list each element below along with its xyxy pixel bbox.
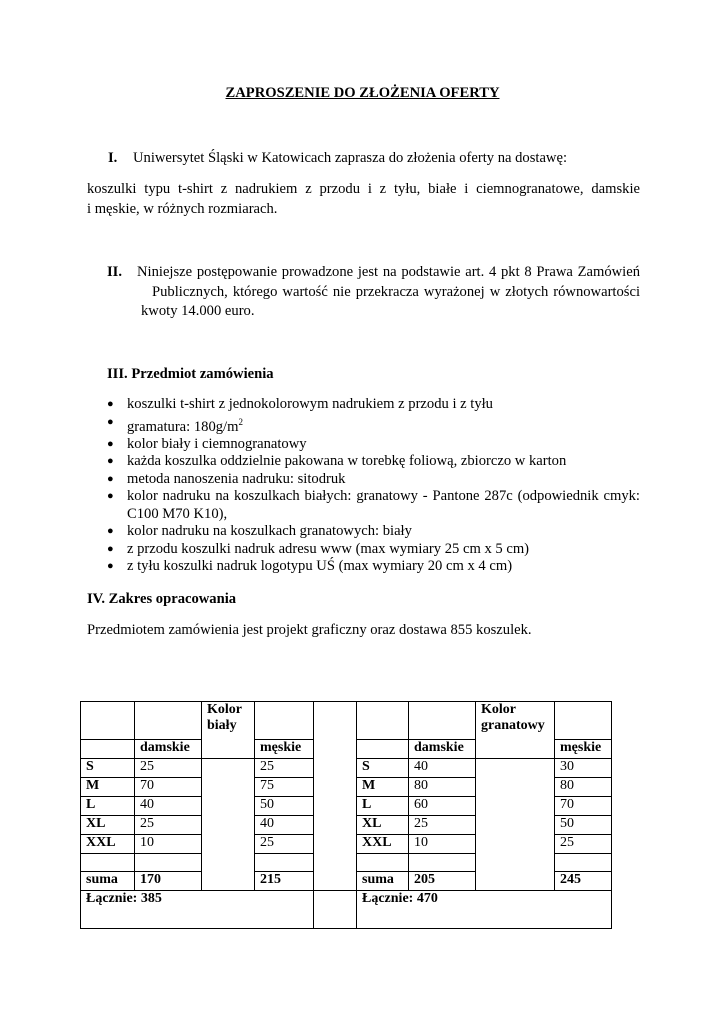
bullet-icon: ● (107, 542, 114, 555)
navy-total: Łącznie: 470 (357, 891, 612, 929)
white-total: Łącznie: 385 (81, 891, 314, 929)
section-2-number: II. (107, 264, 123, 280)
section-1-number: I. (108, 150, 118, 166)
bullet-icon: ● (107, 415, 114, 428)
white-sum-men: 215 (255, 872, 314, 891)
section-3-heading: III. Przedmiot zamówienia (107, 366, 274, 382)
list-item: ● kolor nadruku na koszulkach granatowych: biały (107, 523, 412, 540)
list-item: ● gramatura: $180g/m^2$ (107, 415, 243, 435)
navy-sum-label: suma (357, 872, 409, 891)
section-4-text: Przedmiotem zamówienia jest projekt graficzny oraz dostawa 855 koszulek. (87, 622, 532, 638)
section-1-desc-line-2: i męskie, w różnych rozmiarach. (87, 201, 278, 217)
table-row: L 40 50 L 60 70 (81, 797, 612, 816)
superscript: 2 (238, 416, 243, 427)
specification-list (107, 396, 640, 576)
section-4-heading: IV. Zakres opracowania (87, 591, 237, 607)
list-item: ● każda koszulka oddzielnie pakowana w torebkę foliową, zbiorczo w karton (107, 453, 567, 470)
list-item: ● koszulki t-shirt z jednokolorowym nadrukiem z przodu i z tyłu (107, 396, 493, 412)
section-2-line-1: Niniejsze postępowanie prowadzone jest na podstawie art. 4 pkt 8 Prawa Zamówień (137, 264, 640, 280)
list-item: ● z przodu koszulki nadruk adresu www (max wymiary 25 cm x 5 cm) (107, 540, 530, 557)
bullet-icon: ● (107, 472, 114, 485)
list-item: ● kolor biały i ciemnogranatowy (107, 435, 307, 452)
white-sum-women: 170 (135, 872, 202, 891)
section-1-desc-line-1: koszulki typu t-shirt z nadrukiem z przodu i z tyłu, białe i ciemnogranatowe, damskie (87, 181, 640, 197)
table-row: M 70 75 M 80 80 (81, 778, 612, 797)
table-row: S 25 25 S 40 30 (81, 759, 612, 778)
section-1-text: Uniwersytet Śląski w Katowicach zaprasza do złożenia oferty na dostawę: (133, 150, 568, 166)
navy-sum-men: 245 (555, 872, 612, 891)
navy-women-header: damskie (409, 740, 476, 759)
navy-sum-women: 205 (409, 872, 476, 891)
list-item: ● kolor nadruku na koszulkach białych: granatowy - Pantone 287c (odpowiednik cmyk: C100 M70 K10), (107, 488, 640, 522)
white-blank-cell (202, 759, 255, 854)
section-2-line-2: Publicznych, którego wartość nie przekracza wyrażonej w złotych równowartości (152, 284, 640, 300)
table-row (81, 891, 612, 929)
bullet-icon: ● (107, 560, 114, 573)
table-row: XL 25 40 XL 25 50 (81, 816, 612, 835)
bullet-icon: ● (107, 437, 114, 450)
bullet-icon: ● (107, 525, 114, 538)
navy-color-header: Kolor granatowy (476, 702, 555, 759)
bullet-icon: ● (107, 398, 114, 410)
white-color-header: Kolor biały (202, 702, 255, 759)
bullet-icon: ● (107, 455, 114, 468)
document-title: ZAPROSZENIE DO ZŁOŻENIA OFERTY (225, 85, 500, 101)
section-2-line-3: kwoty 14.000 euro. (141, 303, 255, 319)
sizes-table (80, 701, 612, 929)
bullet-icon: ● (107, 490, 114, 503)
navy-blank-cell (476, 759, 555, 854)
table-row: XXL 10 25 XXL 10 25 (81, 835, 612, 854)
white-sum-label: suma (81, 872, 135, 891)
list-item: ● metoda nanoszenia nadruku: sitodruk (107, 470, 346, 487)
table-spacer (314, 702, 357, 891)
white-women-header: damskie (135, 740, 202, 759)
white-men-header: męskie (255, 740, 314, 759)
list-item: ● z tyłu koszulki nadruk logotypu UŚ (max wymiary 20 cm x 4 cm) (107, 558, 513, 575)
table-row (81, 702, 612, 740)
navy-men-header: męskie (555, 740, 612, 759)
